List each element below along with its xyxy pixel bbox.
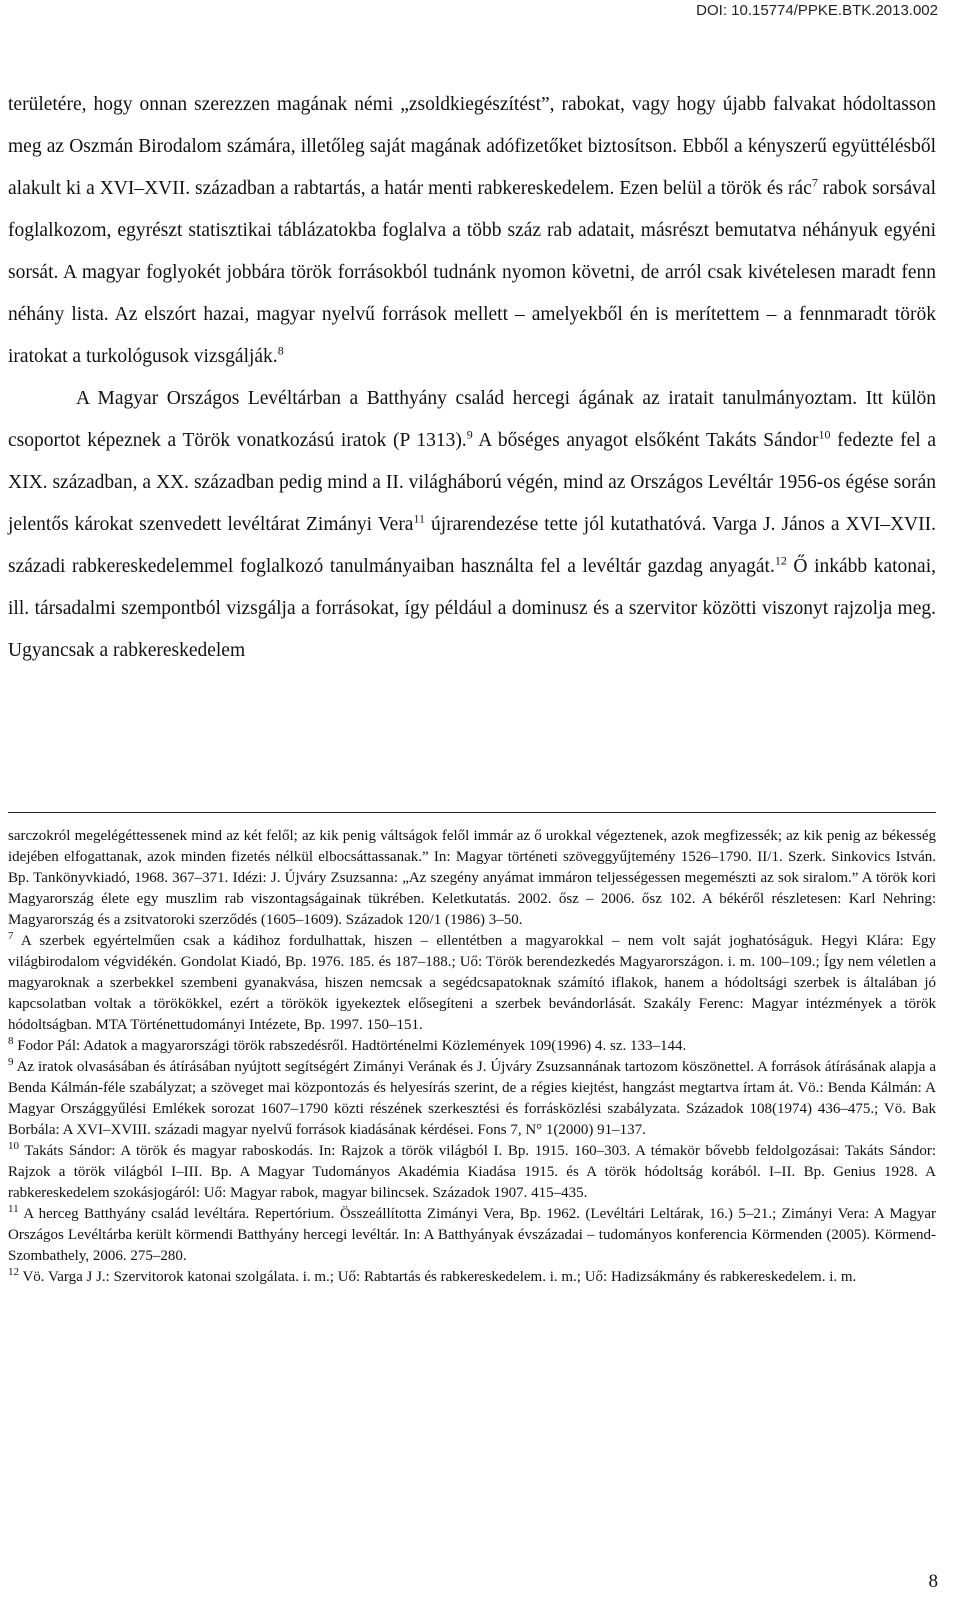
footnote-ref-8[interactable]: 8 [277,343,284,358]
paragraph-2: A Magyar Országos Levéltárban a Batthyány család hercegi ágának az iratait tanulmányoztam. Itt külön csoportot képeznek a Török vonatkozású iratok (P 1313).$^9$ A bőséges anyagot elsőként Takáts Sándor$^{10}$ fedezte fel a XIX. században, a XX. században pedig mind a II. világháború végén, mind az Országos Levéltár 1956-os égése során jelentős károkat szenvedett levéltárat Zimányi Vera$^{11}$ újrarendezése tette jól kutathatóvá. Varga J. János a XVI–XVII. századi rabkereskedelemmel foglalkozó tanulmányaiban használta fel a levéltár gazdag anyagát.$^{12}$ Ő inkább katonai, ill. társadalmi szempontból vizsgálja a forrásokat, így például a dominusz és a szervitor közötti viszonyt rajzolja meg. Ugyancsak a rabkereskedelem [8,388,936,661]
paragraph-1: területére, hogy onnan szerezzen magának némi „zsoldkiegészítést”, rabokat, vagy hogy újabb falvakat hódoltasson meg az Oszmán Birodalom számára, illetőleg saját magának adófizetőket biztosítson. Ebből a kényszerű együttélésből alakult ki a XVI–XVII. században a rabtartás, a határ menti rabkereskedelem. Ezen belül a török és rác$^7$ rabok sorsával foglalkozom, egyrészt statisztikai táblázatokba foglalva a több száz rab adatait, másrészt bemutatva néhányuk egyéni sorsát. A magyar foglyokét jobbára török forrásokból tudnánk nyomon követni, de arról csak kivételesen maradt fenn néhány lista. Az elszórt hazai, magyar nyelvű források mellett – amelyekből én is merítettem – a fennmaradt török iratokat a turkológusok vizsgálják.$^8$ [8,94,936,367]
doi-header: DOI: 10.15774/PPKE.BTK.2013.002 [696,2,938,19]
footnote-ref-9[interactable]: 9 [466,427,473,442]
footnote-12: $^{12}$ Vö. Varga J J.: Szervitorok katonai szolgálata. i. m.; Uő: Rabtartás és rabkereskedelem. i. m.; Uő: Hadizsákmány és rabkereskedelem. i. m. [8,1266,857,1285]
main-text [8,84,936,672]
footnote-divider [8,812,936,813]
footnote-ref-10[interactable]: 10 [818,427,831,442]
footnote-11: $^{11}$ A herceg Batthyány család levéltára. Repertórium. Összeállította Zimányi Vera, Bp. 1962. (Levéltári Leltárak, 16.) 5–21.; Zimányi Vera: A Magyar Országos Levéltárba került körmendi Batthyány hercegi levéltár. In: A Batthyányak évszázadai – tudományos konferencia Körmenden (2005). Körmend-Szombathely, 2006. 275–280. [8,1203,936,1264]
footnote-ref-12[interactable]: 12 [774,553,787,568]
footnote-ref-11[interactable]: 11 [413,511,426,526]
footnote-7: $^7$ A szerbek egyértelműen csak a kádihoz fordulhattak, hiszen – ellentétben a magyarokkal – nem volt saját joghatóságuk. Hegyi Klára: Egy világbirodalom végvidékén. Gondolat Kiadó, Bp. 1976. 185. és 187–188.; Uő: Török berendezkedés Magyarországon. i. m. 100–109.; Így nem véletlen a magyaroknak a szerbekkel szembeni gyanakvása, hiszen nemcsak a segédcsapatoknak számító iflakok, hanem a hódoltsági szerbek is általában jó kapcsolatban voltak a törökökkel, ezért a törökök igyekeztek elősegíteni a szerbek bevándorlását. Szakály Ferenc: Magyar intézmények a török hódoltságban. MTA Történettudományi Intézete, Bp. 1997. 150–151. [8,930,936,1033]
page-number: 8 [928,1571,938,1592]
footnote-9: $^9$ Az iratok olvasásában és átírásában nyújtott segítségért Zimányi Verának és J. Újváry Zsuzsannának tartozom köszönettel. A források átírásának alapja a Benda Kálmán-féle szabályzat; a szöveget mai központozás és helyesírás szerint, de a régies kiejtést, hangzást megtartva írtam át. Vö.: Benda Kálmán: A Magyar Országgyűlési Emlékek sorozat 1607–1790 közti részének szerkesztési és forrásközlési szabályzata. Századok 108(1974) 436–475.; Vö. Bak Borbála: A XVI–XVIII. századi magyar nyelvű források kiadásának kérdései. Fons 7, N° 1(2000) 91–137. [8,1056,936,1138]
footnote-8: $^8$ Fodor Pál: Adatok a magyarországi török rabszedésről. Hadtörténelmi Közlemények 109(1996) 4. sz. 133–144. [8,1035,687,1054]
footnote-10: $^{10}$ Takáts Sándor: A török és magyar raboskodás. In: Rajzok a török világból I. Bp. 1915. 160–303. A témakör bővebb feldolgozásai: Takáts Sándor: Rajzok a török világból I–III. Bp. A Magyar Tudományos Akadémia Kiadása 1915. és A török hódoltság korából. I–II. Bp. Genius 1928. A rabkereskedelem szokásjogáról: Uő: Magyar rabok, magyar bilincsek. Századok 1907. 415–435. [8,1140,936,1201]
footnote-ref-7[interactable]: 7 [811,175,818,190]
footnotes [8,826,936,1288]
footnote-continuation: sarczokról megelégéttessenek mind az két felől; az kik penig váltságok felől immár az ő urokkal végeztenek, azok megfizessék; az kik penig az békesség idejében elfogattanak, azok minden fizetés nélkül elbocsáttassanak.” In: Magyar történeti szöveggyűjtemény 1526–1790. II/1. Szerk. Sinkovics István. Bp. Tankönyvkiadó, 1968. 367–371. Idézi: J. Újváry Zsuzsanna: „Az szegény anyámat immáron teljességessen megemészti az sok siralom.” A török kori Magyarország élete egy muszlim rab viszontagságainak tükrében. Keletkutatás. 2002. ősz – 2006. ősz 102. A békéről részletesen: Karl Nehring: Magyarország és a zsitvatoroki szerződés (1605–1609). Századok 120/1 (1986) 3–50. [8,828,936,928]
